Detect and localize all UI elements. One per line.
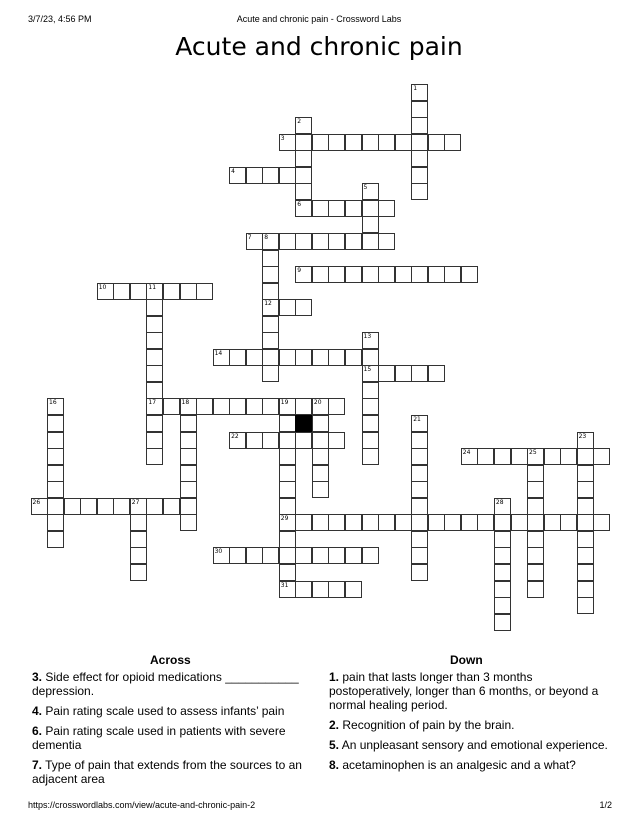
crossword-cell[interactable] xyxy=(146,283,163,300)
down-heading: Down xyxy=(450,653,483,667)
crossword-cell[interactable] xyxy=(295,134,312,151)
crossword-cell[interactable] xyxy=(262,332,279,349)
crossword-cell[interactable] xyxy=(262,299,279,316)
crossword-cell[interactable] xyxy=(130,547,147,564)
crossword-cell[interactable] xyxy=(279,299,296,316)
across-clues xyxy=(32,670,304,792)
crossword-cell[interactable] xyxy=(312,266,329,283)
crossword-cell[interactable] xyxy=(577,481,594,498)
clue-number-label: 1. xyxy=(329,670,340,684)
clue-number: 26 xyxy=(32,498,41,506)
crossword-cell[interactable] xyxy=(312,547,329,564)
crossword-cell[interactable] xyxy=(180,415,197,432)
crossword-cell[interactable] xyxy=(146,365,163,382)
clue-text: Side effect for opioid medications ___________ depression. xyxy=(32,670,299,698)
crossword-cell[interactable] xyxy=(180,514,197,531)
crossword-cell[interactable] xyxy=(345,581,362,598)
crossword-cell[interactable] xyxy=(262,167,279,184)
crossword-cell[interactable] xyxy=(362,415,379,432)
clue-number: 31 xyxy=(280,581,289,589)
crossword-cell[interactable] xyxy=(345,200,362,217)
crossword-cell[interactable] xyxy=(295,117,312,134)
crossword-cell[interactable] xyxy=(577,581,594,598)
clue-number: 10 xyxy=(98,283,107,291)
across-clue xyxy=(32,670,304,698)
crossword-cell[interactable] xyxy=(47,498,64,515)
crossword-cell[interactable] xyxy=(362,216,379,233)
clue-number-label: 4. xyxy=(32,704,43,718)
crossword-cell[interactable] xyxy=(527,581,544,598)
print-datetime: 3/7/23, 4:56 PM xyxy=(28,14,92,24)
crossword-cell[interactable] xyxy=(229,547,246,564)
clue-number: 8 xyxy=(264,234,269,241)
crossword-cell[interactable] xyxy=(279,398,296,415)
down-clues xyxy=(329,670,611,778)
crossword-cell[interactable] xyxy=(163,498,180,515)
across-heading: Across xyxy=(150,653,191,667)
crossword-cell[interactable] xyxy=(180,481,197,498)
crossword-cell[interactable] xyxy=(279,349,296,366)
crossword-cell[interactable] xyxy=(411,498,428,515)
crossword-cell[interactable] xyxy=(47,465,64,482)
crossword-cell[interactable] xyxy=(130,514,147,531)
crossword-cell[interactable] xyxy=(146,415,163,432)
crossword-cell[interactable] xyxy=(246,432,263,449)
crossword-cell[interactable] xyxy=(113,498,130,515)
crossword-cell[interactable] xyxy=(229,167,246,184)
down-clue xyxy=(329,670,611,712)
crossword-cell[interactable] xyxy=(146,299,163,316)
crossword-cell[interactable] xyxy=(577,597,594,614)
crossword-cell[interactable] xyxy=(246,233,263,250)
crossword-cell[interactable] xyxy=(180,283,197,300)
crossword-cell[interactable] xyxy=(411,365,428,382)
crossword-cell[interactable] xyxy=(262,250,279,267)
crossword-cell[interactable] xyxy=(262,349,279,366)
clue-number: 9 xyxy=(297,267,302,275)
crossword-cell[interactable] xyxy=(328,514,345,531)
crossword-cell[interactable] xyxy=(494,597,511,614)
crossword-cell[interactable] xyxy=(328,266,345,283)
crossword-cell[interactable] xyxy=(262,266,279,283)
crossword-cell[interactable] xyxy=(395,266,412,283)
down-clue xyxy=(329,758,611,772)
crossword-cell[interactable] xyxy=(345,233,362,250)
crossword-cell[interactable] xyxy=(494,531,511,548)
crossword-cell[interactable] xyxy=(362,200,379,217)
crossword-cell[interactable] xyxy=(279,448,296,465)
crossword-cell[interactable] xyxy=(213,398,230,415)
crossword-cell[interactable] xyxy=(428,266,445,283)
crossword-cell[interactable] xyxy=(146,332,163,349)
crossword-cell[interactable] xyxy=(213,349,230,366)
crossword-cell[interactable] xyxy=(295,183,312,200)
crossword-cell[interactable] xyxy=(527,448,544,465)
crossword-cell[interactable] xyxy=(461,266,478,283)
crossword-cell[interactable] xyxy=(511,514,528,531)
crossword-cell[interactable] xyxy=(47,448,64,465)
crossword-cell[interactable] xyxy=(577,432,594,449)
crossword-cell[interactable] xyxy=(279,581,296,598)
clue-number-label: 8. xyxy=(329,758,340,772)
crossword-cell[interactable] xyxy=(312,134,329,151)
crossword-cell[interactable] xyxy=(312,233,329,250)
clue-number: 5 xyxy=(363,184,368,192)
crossword-cell[interactable] xyxy=(345,266,362,283)
clue-text: acetaminophen is an analgesic and a what? xyxy=(342,758,576,772)
clue-number: 20 xyxy=(313,399,322,407)
crossword-cell[interactable] xyxy=(577,547,594,564)
crossword-cell[interactable] xyxy=(411,183,428,200)
crossword-cell[interactable] xyxy=(97,283,114,300)
crossword-cell[interactable] xyxy=(262,283,279,300)
crossword-cell[interactable] xyxy=(146,448,163,465)
crossword-cell[interactable] xyxy=(146,498,163,515)
crossword-cell[interactable] xyxy=(395,514,412,531)
crossword-cell[interactable] xyxy=(47,531,64,548)
crossword-cell[interactable] xyxy=(444,266,461,283)
crossword-cell[interactable] xyxy=(577,514,594,531)
clue-number: 4 xyxy=(231,167,235,175)
crossword-cell[interactable] xyxy=(312,432,329,449)
crossword-cell[interactable] xyxy=(47,415,64,432)
clue-number: 13 xyxy=(363,333,372,341)
crossword-cell[interactable] xyxy=(279,547,296,564)
clue-number: 14 xyxy=(214,349,223,357)
crossword-cell[interactable] xyxy=(411,84,428,101)
crossword-cell[interactable] xyxy=(213,547,230,564)
crossword-cell[interactable] xyxy=(411,167,428,184)
clue-number: 28 xyxy=(495,498,504,506)
crossword-cell[interactable] xyxy=(494,581,511,598)
crossword-cell[interactable] xyxy=(295,398,312,415)
clue-number: 16 xyxy=(49,399,57,407)
crossword-cell[interactable] xyxy=(47,481,64,498)
crossword-cell[interactable] xyxy=(378,200,395,217)
crossword-cell[interactable] xyxy=(527,547,544,564)
clue-number: 29 xyxy=(280,515,289,523)
clue-number: 18 xyxy=(181,399,190,407)
crossword-cell[interactable] xyxy=(362,514,379,531)
crossword-cell[interactable] xyxy=(130,498,147,515)
across-clue xyxy=(32,724,304,752)
crossword-cell[interactable] xyxy=(428,365,445,382)
crossword-cell[interactable] xyxy=(411,117,428,134)
crossword-cell[interactable] xyxy=(312,448,329,465)
crossword-cell[interactable] xyxy=(494,614,511,631)
footer-page-number: 1/2 xyxy=(599,800,612,810)
crossword-cell[interactable] xyxy=(130,283,147,300)
crossword-cell[interactable] xyxy=(494,498,511,515)
crossword-cell[interactable] xyxy=(362,365,379,382)
crossword-cell[interactable] xyxy=(312,465,329,482)
crossword-cell[interactable] xyxy=(411,514,428,531)
clue-number: 2 xyxy=(297,118,302,126)
crossword-cell[interactable] xyxy=(246,349,263,366)
crossword-cell[interactable] xyxy=(229,432,246,449)
clue-number: 30 xyxy=(214,548,223,556)
crossword-cell[interactable] xyxy=(511,448,528,465)
crossword-cell[interactable] xyxy=(362,134,379,151)
crossword-cell[interactable] xyxy=(196,283,213,300)
crossword-cell[interactable] xyxy=(527,498,544,515)
crossword-cell[interactable] xyxy=(461,514,478,531)
crossword-cell[interactable] xyxy=(577,448,594,465)
crossword-cell[interactable] xyxy=(461,448,478,465)
crossword-cell[interactable] xyxy=(279,481,296,498)
crossword-cell[interactable] xyxy=(163,398,180,415)
crossword-cell[interactable] xyxy=(411,134,428,151)
crossword-cell[interactable] xyxy=(328,547,345,564)
crossword-cell[interactable] xyxy=(345,134,362,151)
crossword-cell[interactable] xyxy=(411,266,428,283)
crossword-cell[interactable] xyxy=(180,465,197,482)
clue-number-label: 7. xyxy=(32,758,43,772)
across-clue xyxy=(32,704,304,718)
crossword-cell[interactable] xyxy=(362,432,379,449)
clue-text: Pain rating scale used in patients with severe dementia xyxy=(32,724,286,752)
crossword-cell[interactable] xyxy=(362,266,379,283)
crossword-cell[interactable] xyxy=(444,134,461,151)
crossword-cell[interactable] xyxy=(378,233,395,250)
clue-text: Recognition of pain by the brain. xyxy=(342,718,515,732)
clue-number: 11 xyxy=(148,283,157,291)
crossword-cell[interactable] xyxy=(279,415,296,432)
clue-number-label: 5. xyxy=(329,738,340,752)
crossword-cell[interactable] xyxy=(494,547,511,564)
crossword-cell[interactable] xyxy=(130,564,147,581)
crossword-cell[interactable] xyxy=(378,514,395,531)
crossword-cell[interactable] xyxy=(593,448,610,465)
crossword-cell[interactable] xyxy=(527,481,544,498)
crossword-cell[interactable] xyxy=(262,316,279,333)
crossword-cell[interactable] xyxy=(246,547,263,564)
crossword-cell[interactable] xyxy=(262,233,279,250)
crossword-cell[interactable] xyxy=(279,465,296,482)
crossword-cell[interactable] xyxy=(544,448,561,465)
crossword-cell[interactable] xyxy=(411,481,428,498)
crossword-cell[interactable] xyxy=(362,233,379,250)
crossword-cell[interactable] xyxy=(31,498,48,515)
crossword-cell[interactable] xyxy=(196,398,213,415)
crossword-cell[interactable] xyxy=(527,564,544,581)
crossword-cell[interactable] xyxy=(295,167,312,184)
crossword-cell[interactable] xyxy=(345,514,362,531)
crossword-cell[interactable] xyxy=(312,349,329,366)
crossword-cell[interactable] xyxy=(577,465,594,482)
crossword-cell[interactable] xyxy=(411,415,428,432)
crossword-cell[interactable] xyxy=(279,134,296,151)
crossword-cell[interactable] xyxy=(544,514,561,531)
crossword-cell[interactable] xyxy=(378,266,395,283)
crossword-cell[interactable] xyxy=(295,266,312,283)
crossword-cell[interactable] xyxy=(146,398,163,415)
crossword-cell[interactable] xyxy=(345,349,362,366)
clue-number-label: 6. xyxy=(32,724,43,738)
crossword-cell[interactable] xyxy=(246,167,263,184)
crossword-cell[interactable] xyxy=(577,564,594,581)
crossword-cell[interactable] xyxy=(146,349,163,366)
clue-number: 17 xyxy=(148,399,157,407)
black-cell xyxy=(295,415,312,432)
crossword-cell[interactable] xyxy=(444,514,461,531)
crossword-cell[interactable] xyxy=(577,531,594,548)
crossword-cell[interactable] xyxy=(328,134,345,151)
crossword-cell[interactable] xyxy=(411,465,428,482)
crossword-cell[interactable] xyxy=(295,432,312,449)
crossword-cell[interactable] xyxy=(527,531,544,548)
clue-number: 25 xyxy=(529,449,537,457)
clue-number: 15 xyxy=(363,366,372,374)
crossword-cell[interactable] xyxy=(113,283,130,300)
crossword-cell[interactable] xyxy=(312,581,329,598)
across-clue xyxy=(32,758,304,786)
crossword-cell[interactable] xyxy=(362,349,379,366)
crossword-cell[interactable] xyxy=(527,465,544,482)
crossword-cell[interactable] xyxy=(345,547,362,564)
crossword-cell[interactable] xyxy=(411,531,428,548)
crossword-cell[interactable] xyxy=(130,531,147,548)
crossword-cell[interactable] xyxy=(428,514,445,531)
down-clue xyxy=(329,738,611,752)
clue-number: 1 xyxy=(413,85,418,92)
crossword-cell[interactable] xyxy=(411,101,428,118)
crossword-cell[interactable] xyxy=(279,432,296,449)
crossword-cell[interactable] xyxy=(312,200,329,217)
crossword-cell[interactable] xyxy=(411,564,428,581)
crossword-cell[interactable] xyxy=(560,514,577,531)
clue-number: 23 xyxy=(578,432,587,440)
crossword-cell[interactable] xyxy=(378,365,395,382)
crossword-cell[interactable] xyxy=(279,498,296,515)
crossword-cell[interactable] xyxy=(279,233,296,250)
crossword-cell[interactable] xyxy=(47,432,64,449)
crossword-cell[interactable] xyxy=(411,150,428,167)
crossword-cell[interactable] xyxy=(527,514,544,531)
crossword-cell[interactable] xyxy=(395,365,412,382)
clue-number: 21 xyxy=(413,416,421,423)
crossword-cell[interactable] xyxy=(328,581,345,598)
crossword-cell[interactable] xyxy=(395,134,412,151)
crossword-cell[interactable] xyxy=(295,514,312,531)
crossword-cell[interactable] xyxy=(362,547,379,564)
crossword-cell[interactable] xyxy=(328,200,345,217)
crossword-cell[interactable] xyxy=(262,398,279,415)
clue-number-label: 2. xyxy=(329,718,340,732)
crossword-cell[interactable] xyxy=(362,332,379,349)
crossword-cell[interactable] xyxy=(229,398,246,415)
crossword-cell[interactable] xyxy=(229,349,246,366)
crossword-cell[interactable] xyxy=(279,531,296,548)
crossword-cell[interactable] xyxy=(362,398,379,415)
crossword-cell[interactable] xyxy=(279,514,296,531)
clue-number: 7 xyxy=(247,234,252,241)
crossword-cell[interactable] xyxy=(362,448,379,465)
crossword-cell[interactable] xyxy=(180,498,197,515)
crossword-cell[interactable] xyxy=(328,233,345,250)
crossword-cell[interactable] xyxy=(477,514,494,531)
crossword-cell[interactable] xyxy=(560,448,577,465)
crossword-cell[interactable] xyxy=(146,382,163,399)
crossword-cell[interactable] xyxy=(279,564,296,581)
crossword-cell[interactable] xyxy=(262,547,279,564)
crossword-cell[interactable] xyxy=(295,200,312,217)
crossword-cell[interactable] xyxy=(494,448,511,465)
crossword-cell[interactable] xyxy=(180,432,197,449)
crossword-cell[interactable] xyxy=(64,498,81,515)
crossword-cell[interactable] xyxy=(312,398,329,415)
crossword-cell[interactable] xyxy=(477,448,494,465)
clue-text: Pain rating scale used to assess infants’ pain xyxy=(45,704,285,718)
crossword-cell[interactable] xyxy=(411,432,428,449)
crossword-cell[interactable] xyxy=(328,398,345,415)
crossword-cell[interactable] xyxy=(328,432,345,449)
clue-number: 3 xyxy=(280,134,285,142)
crossword-cell[interactable] xyxy=(180,448,197,465)
crossword-cell[interactable] xyxy=(295,547,312,564)
crossword-cell[interactable] xyxy=(378,134,395,151)
clue-text: Type of pain that extends from the sources to an adjacent area xyxy=(32,758,302,786)
print-page-title: Acute and chronic pain - Crossword Labs xyxy=(236,14,402,24)
crossword-cell[interactable] xyxy=(279,167,296,184)
crossword-cell[interactable] xyxy=(180,398,197,415)
crossword-cell[interactable] xyxy=(47,398,64,415)
crossword-cell[interactable] xyxy=(47,514,64,531)
crossword-cell[interactable] xyxy=(146,316,163,333)
crossword-cell[interactable] xyxy=(146,432,163,449)
crossword-cell[interactable] xyxy=(362,382,379,399)
crossword-cell[interactable] xyxy=(262,365,279,382)
crossword-cell[interactable] xyxy=(246,398,263,415)
clue-number: 19 xyxy=(280,399,289,407)
crossword-cell[interactable] xyxy=(494,514,511,531)
crossword-cell[interactable] xyxy=(262,432,279,449)
clue-text: An unpleasant sensory and emotional experience. xyxy=(341,738,608,752)
crossword-cell[interactable] xyxy=(362,183,379,200)
clue-number: 27 xyxy=(131,498,140,506)
crossword-cell[interactable] xyxy=(97,498,114,515)
crossword-cell[interactable] xyxy=(312,514,329,531)
crossword-cell[interactable] xyxy=(295,581,312,598)
clue-number-label: 3. xyxy=(32,670,43,684)
crossword-cell[interactable] xyxy=(295,150,312,167)
clue-number: 6 xyxy=(297,200,302,208)
crossword-cell[interactable] xyxy=(80,498,97,515)
crossword-cell[interactable] xyxy=(411,448,428,465)
puzzle-title: Acute and chronic pain xyxy=(175,32,463,61)
clue-number: 24 xyxy=(462,449,471,457)
crossword-cell[interactable] xyxy=(163,283,180,300)
crossword-cell[interactable] xyxy=(328,349,345,366)
crossword-cell[interactable] xyxy=(577,498,594,515)
crossword-cell[interactable] xyxy=(593,514,610,531)
crossword-cell[interactable] xyxy=(312,481,329,498)
clue-number: 22 xyxy=(231,432,239,440)
crossword-cell[interactable] xyxy=(295,349,312,366)
footer-url: https://crosswordlabs.com/view/acute-and-chronic-pain-2 xyxy=(28,800,256,810)
clue-text: pain that lasts longer than 3 months postoperatively, longer than 6 months, or beyond a normal healing period. xyxy=(329,670,599,712)
crossword-cell[interactable] xyxy=(312,415,329,432)
crossword-cell[interactable] xyxy=(295,233,312,250)
crossword-cell[interactable] xyxy=(494,564,511,581)
clue-number: 12 xyxy=(264,300,272,308)
crossword-cell[interactable] xyxy=(428,134,445,151)
crossword-cell[interactable] xyxy=(295,299,312,316)
down-clue xyxy=(329,718,611,732)
crossword-cell[interactable] xyxy=(411,547,428,564)
